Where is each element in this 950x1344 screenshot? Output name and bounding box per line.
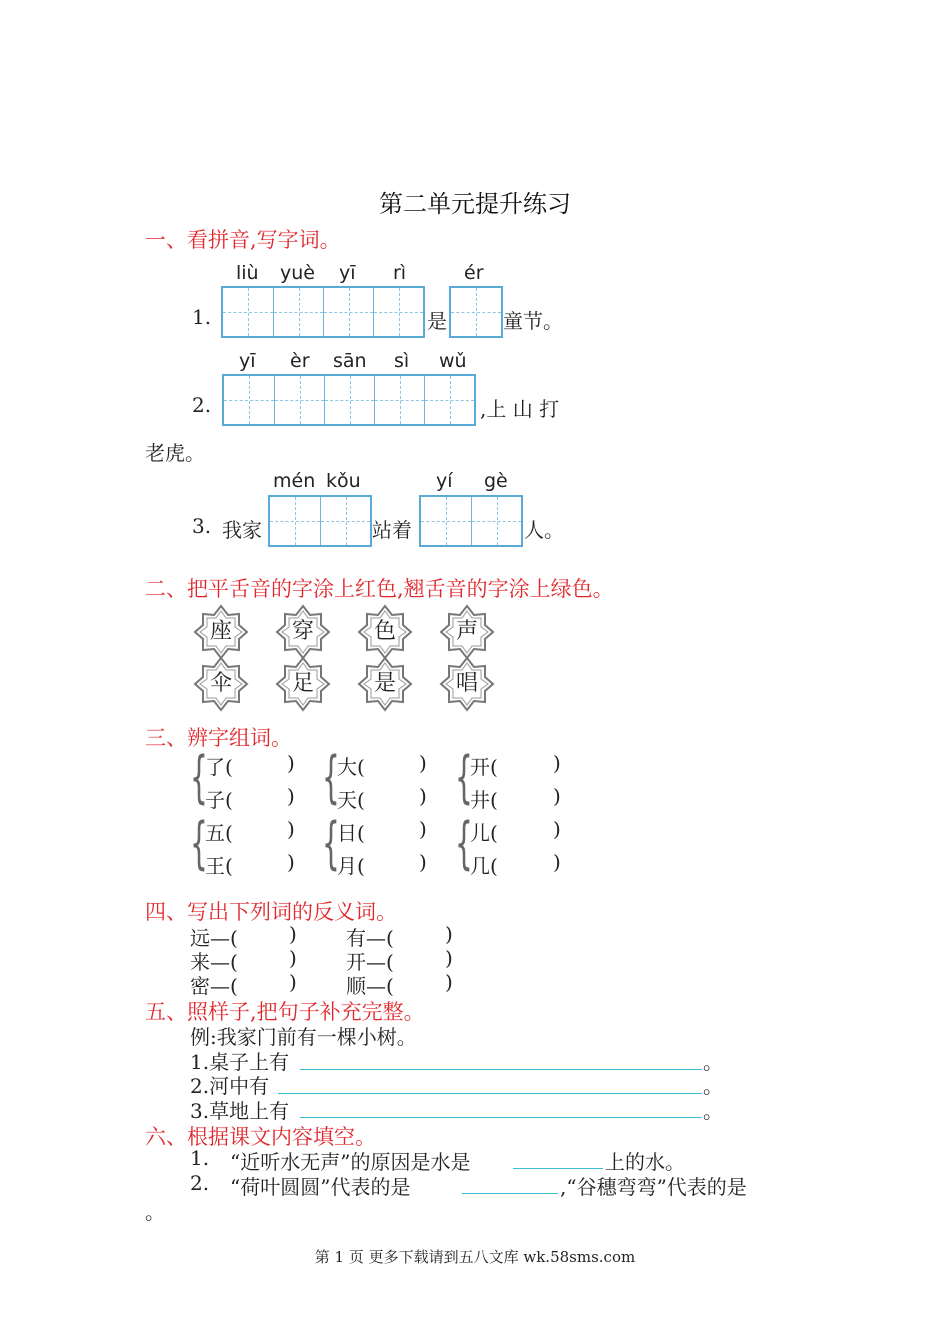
pair-close: ) — [287, 751, 295, 775]
badge-char: 声 — [455, 619, 478, 644]
pair-close: ) — [419, 817, 427, 841]
brace-icon: { — [455, 811, 473, 876]
pair-item: 大( — [337, 755, 365, 779]
antonym-item: 远—( — [190, 926, 238, 950]
question-text: 人。 — [524, 518, 564, 542]
char-badge[interactable] — [357, 656, 413, 712]
char-badge[interactable] — [193, 604, 249, 660]
pinyin: yī — [239, 350, 256, 372]
example-sentence: 例:我家门前有一棵小树。 — [190, 1025, 417, 1049]
badge-char: 伞 — [209, 671, 232, 696]
section-3-heading: 三、辨字组词。 — [145, 726, 292, 750]
pinyin: kǒu — [326, 470, 361, 492]
section-6-heading: 六、根据课文内容填空。 — [145, 1125, 376, 1149]
pinyin: yuè — [280, 262, 315, 284]
pinyin: yī — [339, 262, 356, 284]
antonym-close: ) — [445, 946, 453, 970]
question-text: 童节。 — [503, 309, 563, 333]
question-number: 2. — [192, 393, 212, 417]
question-text: ,“谷穗弯弯”代表的是 — [560, 1175, 747, 1199]
badge-char: 穿 — [291, 619, 314, 644]
sentence-end: 。 — [703, 1050, 723, 1074]
writing-grid[interactable] — [222, 374, 476, 426]
question-text: 老虎。 — [145, 441, 205, 465]
antonym-close: ) — [445, 970, 453, 994]
question-text: 。 — [145, 1200, 165, 1224]
sentence-item: 1.桌子上有 — [190, 1050, 290, 1074]
section-1-heading: 一、看拼音,写字词。 — [145, 228, 341, 252]
pair-item: 开( — [470, 755, 498, 779]
pair-close: ) — [419, 784, 427, 808]
pair-item: 天( — [337, 788, 365, 812]
pair-close: ) — [553, 850, 561, 874]
pair-item: 几( — [470, 854, 498, 878]
writing-grid[interactable] — [221, 286, 425, 338]
question-number: 1. — [190, 1146, 210, 1170]
brace-icon: { — [455, 745, 473, 810]
question-number: 3. — [192, 514, 212, 538]
pinyin: rì — [393, 262, 407, 284]
antonym-close: ) — [289, 922, 297, 946]
section-4-heading: 四、写出下列词的反义词。 — [145, 900, 397, 924]
question-text: “荷叶圆圆”代表的是 — [230, 1175, 411, 1199]
question-text: 上的水。 — [605, 1150, 685, 1174]
pinyin: sì — [394, 350, 410, 372]
sentence-item: 2.河中有 — [190, 1074, 270, 1098]
antonym-item: 来—( — [190, 950, 238, 974]
pair-close: ) — [287, 784, 295, 808]
pair-item: 王( — [205, 854, 233, 878]
badge-char: 足 — [291, 671, 314, 696]
antonym-item: 密—( — [190, 974, 238, 998]
page-footer: 第 1 页 更多下载请到五八文库 wk.58sms.com — [314, 1248, 636, 1266]
writing-grid[interactable] — [419, 495, 523, 547]
question-text: 站着 — [372, 518, 412, 542]
pinyin: èr — [290, 350, 310, 372]
char-badge[interactable] — [275, 656, 331, 712]
answer-line[interactable] — [300, 1069, 702, 1070]
antonym-item: 开—( — [346, 950, 394, 974]
writing-grid[interactable] — [449, 286, 503, 338]
question-text: ,上 山 打 — [480, 397, 560, 421]
badge-char: 是 — [373, 671, 396, 696]
char-badge[interactable] — [193, 656, 249, 712]
pinyin: ér — [464, 262, 484, 284]
question-number: 1. — [192, 305, 212, 329]
pinyin: liù — [236, 262, 259, 284]
pair-close: ) — [553, 751, 561, 775]
answer-line[interactable] — [278, 1093, 702, 1094]
pair-close: ) — [419, 850, 427, 874]
writing-grid[interactable] — [268, 495, 372, 547]
brace-icon: { — [322, 745, 340, 810]
pair-item: 儿( — [470, 821, 498, 845]
section-2-heading: 二、把平舌音的字涂上红色,翘舌音的字涂上绿色。 — [145, 577, 614, 601]
question-text: “近听水无声”的原因是水是 — [230, 1150, 471, 1174]
pair-close: ) — [553, 784, 561, 808]
page-title: 第二单元提升练习 — [379, 190, 571, 218]
badge-char: 座 — [209, 619, 232, 644]
sentence-item: 3.草地上有 — [190, 1099, 290, 1123]
brace-icon: { — [190, 811, 208, 876]
badge-char: 色 — [373, 619, 396, 644]
char-badge[interactable] — [439, 604, 495, 660]
antonym-close: ) — [445, 922, 453, 946]
question-text: 我家 — [222, 518, 262, 542]
sentence-end: 。 — [703, 1099, 723, 1123]
pinyin: yí — [436, 470, 453, 492]
sentence-end: 。 — [703, 1074, 723, 1098]
pair-item: 井( — [470, 788, 498, 812]
pair-close: ) — [419, 751, 427, 775]
answer-blank[interactable] — [462, 1193, 558, 1194]
char-badge[interactable] — [439, 656, 495, 712]
pinyin: sān — [333, 350, 367, 372]
answer-line[interactable] — [300, 1117, 702, 1118]
pair-item: 五( — [205, 821, 233, 845]
pair-item: 月( — [337, 854, 365, 878]
antonym-close: ) — [289, 946, 297, 970]
badge-char: 唱 — [455, 671, 478, 696]
antonym-item: 有—( — [346, 926, 394, 950]
pair-item: 日( — [337, 821, 365, 845]
question-number: 2. — [190, 1171, 210, 1195]
brace-icon: { — [322, 811, 340, 876]
pinyin: gè — [484, 470, 508, 492]
pair-close: ) — [287, 850, 295, 874]
antonym-close: ) — [289, 970, 297, 994]
brace-icon: { — [190, 745, 208, 810]
section-5-heading: 五、照样子,把句子补充完整。 — [145, 1000, 425, 1024]
char-badge[interactable] — [357, 604, 413, 660]
pair-close: ) — [553, 817, 561, 841]
question-text: 是 — [427, 309, 447, 333]
pair-close: ) — [287, 817, 295, 841]
pair-item: 了( — [205, 755, 233, 779]
antonym-item: 顺—( — [346, 974, 394, 998]
char-badge[interactable] — [275, 604, 331, 660]
pinyin: mén — [273, 470, 316, 492]
pair-item: 子( — [205, 788, 233, 812]
pinyin: wǔ — [439, 350, 467, 372]
answer-blank[interactable] — [513, 1168, 603, 1169]
